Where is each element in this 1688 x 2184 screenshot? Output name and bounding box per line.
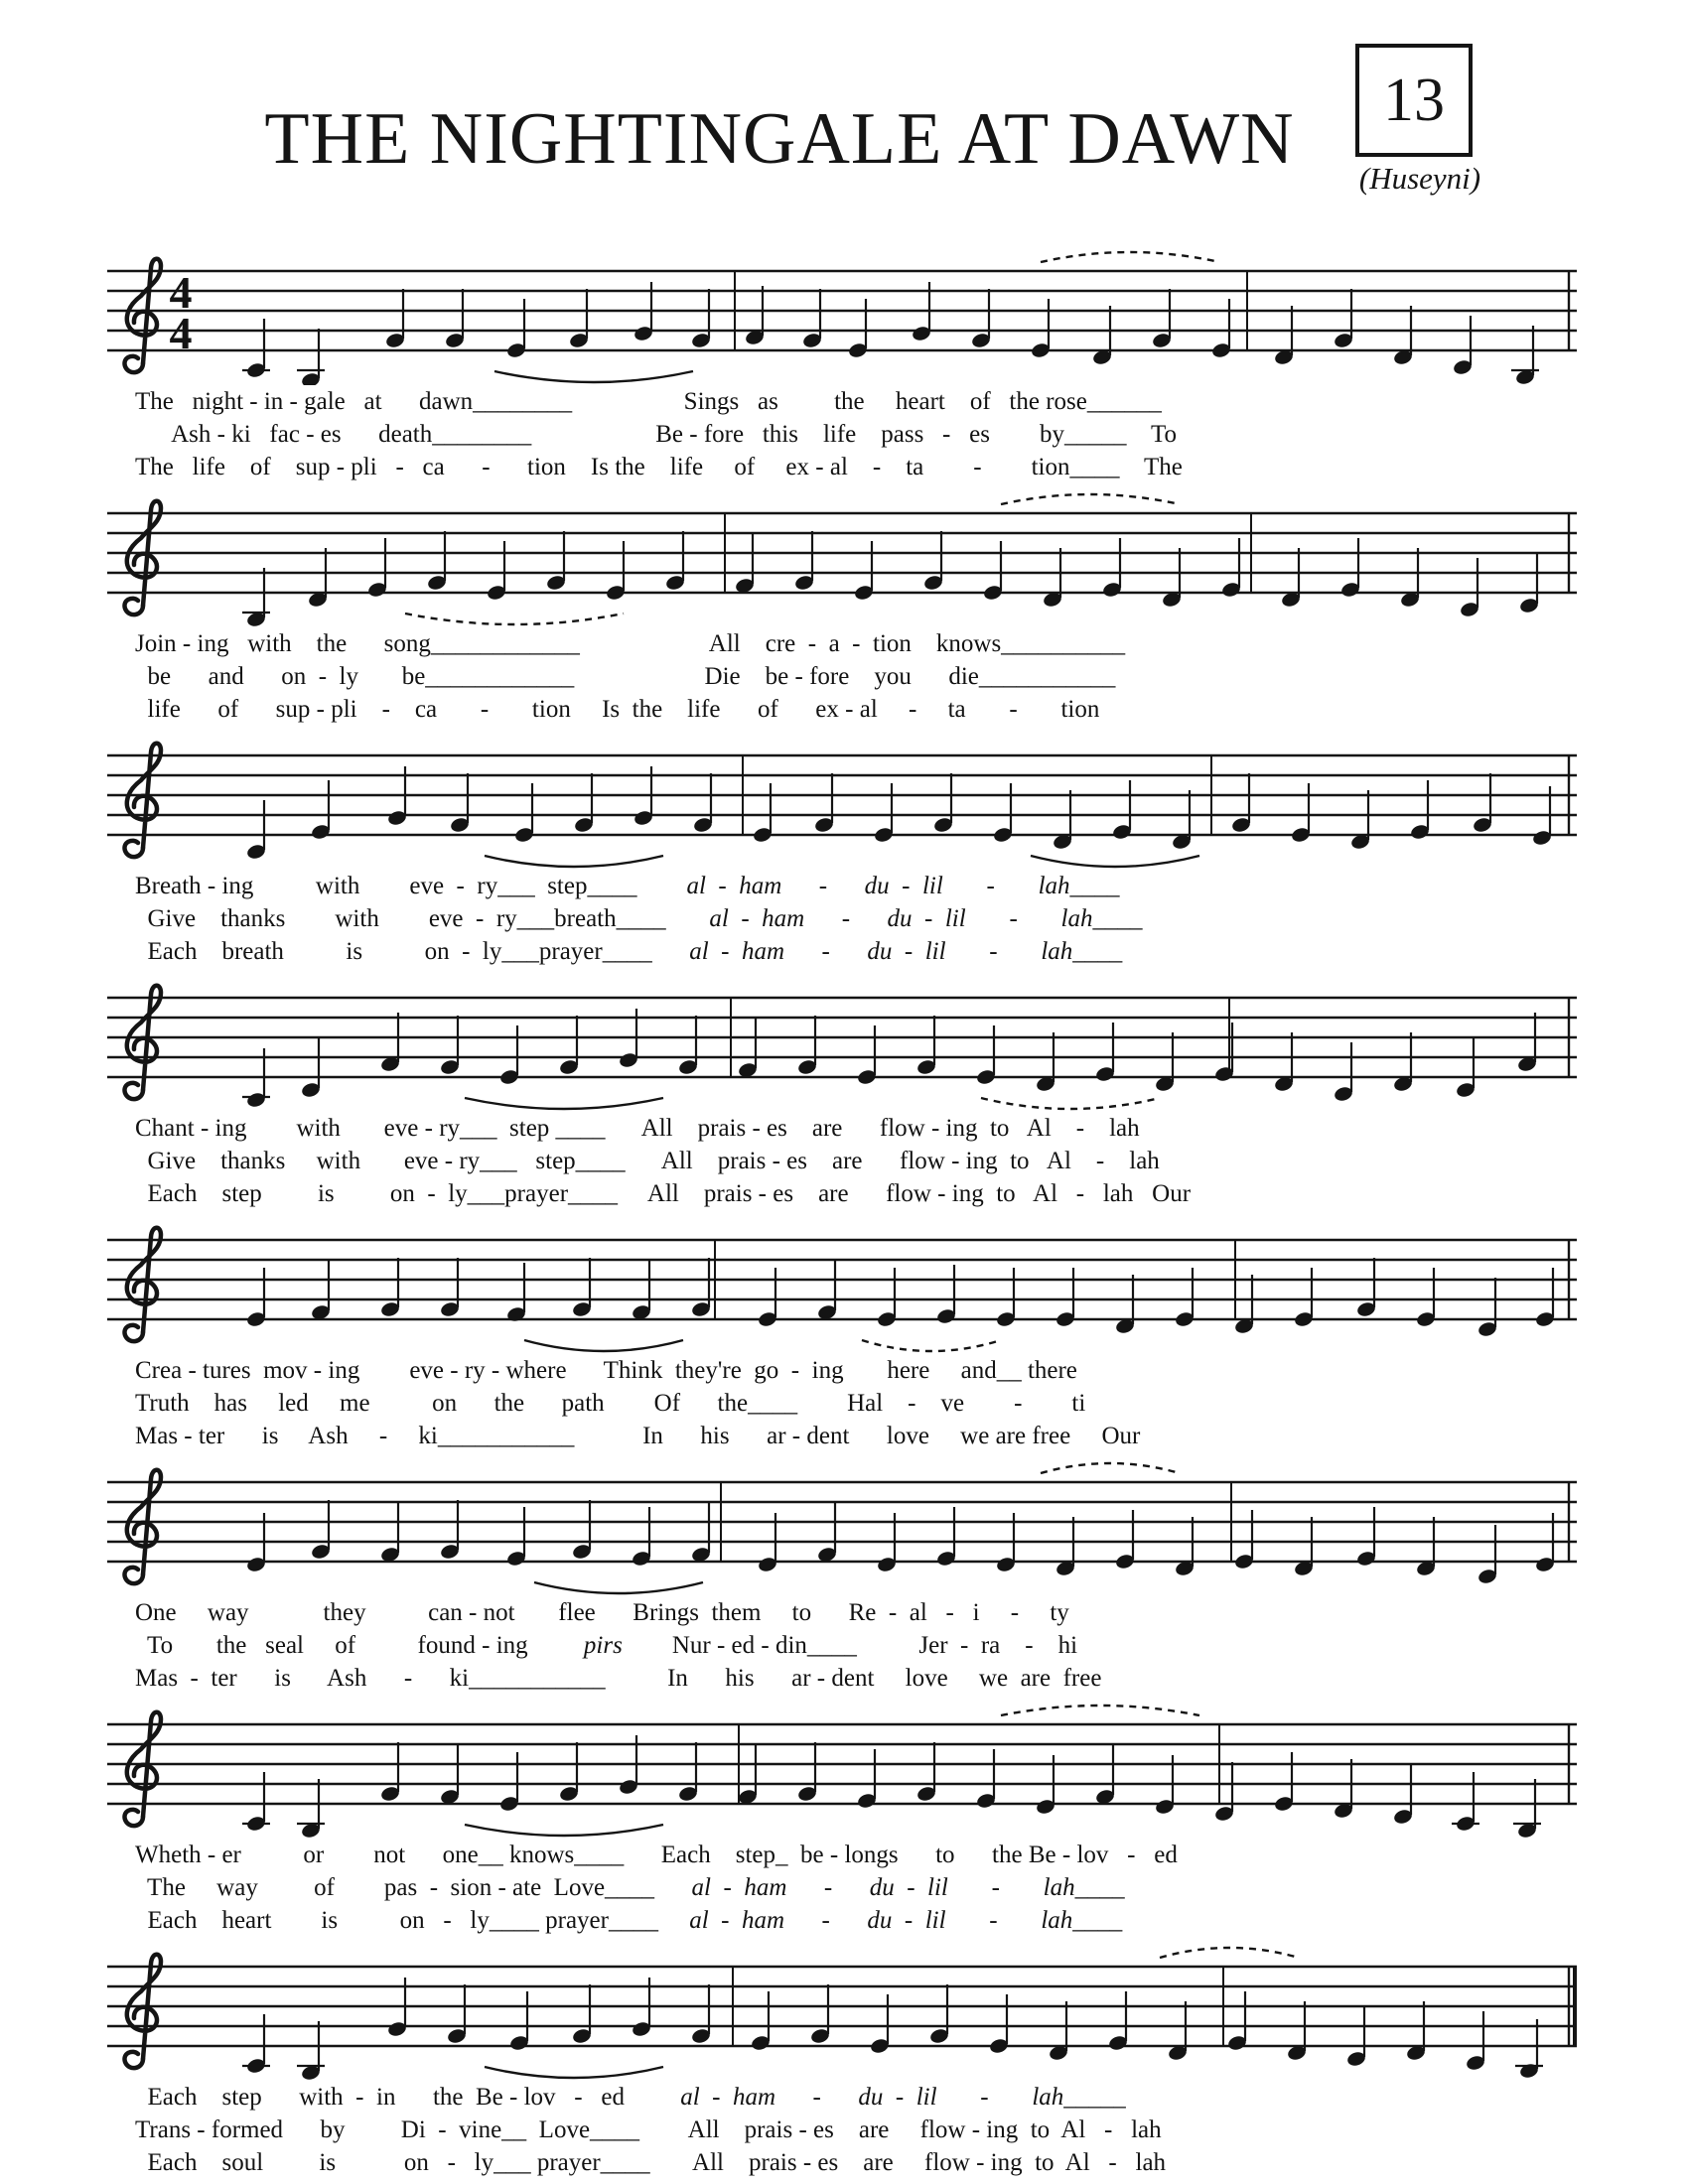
- note-icon: [379, 1013, 400, 1073]
- note-icon: [1477, 1525, 1497, 1585]
- note-icon: [816, 1503, 837, 1564]
- slur-arc: [485, 2067, 663, 2078]
- note-icon: [1415, 1517, 1436, 1577]
- note-icon: [568, 289, 589, 349]
- slur-arc: [405, 614, 624, 624]
- note-icon: [1174, 1517, 1195, 1577]
- lyric-line: [107, 1629, 1581, 1662]
- lyric-line: [107, 1420, 1581, 1452]
- note-icon: [505, 299, 526, 359]
- lyric-line: [107, 385, 1581, 418]
- lyric-line: [107, 1112, 1581, 1145]
- note-icon: [796, 1742, 817, 1803]
- lyric-line: [107, 660, 1581, 693]
- note-icon: [1465, 2011, 1485, 2072]
- note-icon: [1333, 289, 1353, 349]
- note-icon: [366, 538, 387, 599]
- note-icon: [242, 2014, 270, 2075]
- final-barline: [1573, 1967, 1577, 2046]
- time-signature-top: 4: [169, 267, 193, 318]
- note-icon: [1355, 1258, 1376, 1318]
- note-icon: [757, 1268, 777, 1328]
- note-icon: [982, 541, 1003, 602]
- note-icon: [869, 1994, 890, 2055]
- lyric-segment: Mas - ter is Ash - ki___________ In his ar - dent love we are free Our: [135, 1423, 1141, 1449]
- note-icon: [439, 1016, 460, 1076]
- note-icon: [384, 289, 405, 349]
- lyric-line: [107, 1387, 1581, 1420]
- lyric-segment-italic: al - ham - du - lil - lah____: [686, 873, 1120, 899]
- lyric-segment-italic: al - ham - du - lil - lah____: [709, 905, 1143, 932]
- note-icon: [1409, 780, 1430, 841]
- staff-svg: [107, 488, 1577, 627]
- note-icon: [631, 1507, 651, 1568]
- note-icon: [664, 531, 685, 592]
- lyric-line: [107, 870, 1581, 902]
- lyric-segment: Breath - ing with eve - ry___ step____: [135, 873, 687, 899]
- note-icon: [856, 1025, 877, 1086]
- note-icon: [513, 783, 534, 844]
- note-icon: [310, 780, 331, 841]
- lyric-segment: One way they can - not flee Brings them to Re - al - i - ty: [135, 1599, 1069, 1626]
- staff-svg: [107, 973, 1577, 1112]
- note-icon: [935, 1265, 956, 1325]
- note-icon: [1516, 1013, 1537, 1073]
- note-icon: [1392, 306, 1413, 366]
- note-icon: [379, 1258, 400, 1318]
- note-icon: [1091, 306, 1112, 366]
- note-icon: [744, 286, 765, 346]
- note-icon: [1094, 1745, 1115, 1806]
- lyric-line: [107, 2081, 1581, 2114]
- note-icon: [1293, 1268, 1314, 1328]
- lyric-line: [107, 2146, 1581, 2179]
- note-icon: [446, 1984, 467, 2045]
- note-icon: [439, 1745, 460, 1806]
- lyric-segment: Ash - ki fac - es death________ Be - fore this life pass - es by_____ To: [135, 421, 1178, 448]
- note-icon: [379, 1503, 400, 1564]
- note-icon: [928, 1984, 949, 2045]
- staff-system: [107, 246, 1581, 488]
- note-icon: [915, 1016, 936, 1076]
- note-icon: [1042, 548, 1062, 609]
- staff-svg: [107, 1700, 1577, 1839]
- note-icon: [853, 541, 874, 602]
- note-icon: [1052, 790, 1072, 851]
- note-icon: [545, 531, 566, 592]
- note-icon: [242, 1772, 270, 1833]
- note-icon: [1286, 2001, 1307, 2062]
- note-icon: [1226, 1991, 1247, 2052]
- note-icon: [1459, 558, 1479, 618]
- staff-svg: [107, 1215, 1577, 1354]
- note-icon: [847, 299, 868, 359]
- treble-clef-icon: [124, 259, 161, 372]
- note-icon: [813, 773, 834, 834]
- note-icon: [310, 1261, 331, 1321]
- lyric-segment: Each heart is on - ly____ prayer____: [135, 1907, 690, 1934]
- note-icon: [558, 1016, 579, 1076]
- lyric-segment-italic: al - ham - du - lil - lah____: [689, 1907, 1123, 1934]
- note-icon: [1273, 306, 1294, 366]
- note-icon: [1455, 1038, 1476, 1099]
- note-icon: [558, 1742, 579, 1803]
- lyric-segment: The life of sup - pli - ca - tion Is the life of ex - al - ta - tion____ The: [135, 454, 1183, 480]
- slur-arc: [1001, 494, 1180, 504]
- lyric-segment: The way of pas - sion - ate Love____: [135, 1874, 692, 1901]
- lyric-segment-italic: al - ham - du - lil - lah____: [691, 1874, 1125, 1901]
- note-icon: [1515, 2019, 1543, 2080]
- note-icon: [873, 783, 894, 844]
- slur-arc: [1001, 1706, 1199, 1715]
- note-icon: [439, 1258, 460, 1318]
- note-icon: [677, 1016, 698, 1076]
- lyric-segment: Each breath is on - ly___prayer____: [135, 938, 690, 965]
- note-icon: [1230, 773, 1251, 834]
- note-icon: [1114, 1275, 1135, 1335]
- note-icon: [932, 773, 953, 834]
- lyric-line: [107, 451, 1581, 483]
- note-icon: [1174, 1268, 1195, 1328]
- staff-svg: [107, 1457, 1577, 1596]
- note-icon: [1048, 2001, 1068, 2062]
- lyric-line: [107, 1662, 1581, 1695]
- note-icon: [1114, 1510, 1135, 1570]
- slur-arc: [981, 1098, 1160, 1109]
- note-icon: [1151, 289, 1172, 349]
- lyric-line: [107, 1904, 1581, 1937]
- lyric-segment: Crea - tures mov - ing eve - ry - where Think they're go - ing here and__ there: [135, 1357, 1077, 1384]
- slur-arc: [485, 856, 663, 867]
- slur-arc: [1041, 1463, 1180, 1473]
- note-icon: [505, 1507, 526, 1568]
- lyric-line: [107, 1839, 1581, 1871]
- note-icon: [571, 1258, 592, 1318]
- note-icon: [1111, 780, 1132, 841]
- note-icon: [737, 1019, 758, 1079]
- lyric-segment: To the seal of found - ing: [135, 1632, 584, 1659]
- note-icon: [307, 548, 328, 609]
- lyric-line: [107, 627, 1581, 660]
- note-icon: [988, 1994, 1009, 2055]
- slur-arc: [534, 1582, 703, 1593]
- note-icon: [1161, 548, 1182, 609]
- note-icon: [379, 1742, 400, 1803]
- note-icon: [922, 531, 943, 592]
- slur-arc: [524, 1340, 683, 1351]
- lyric-segment-italic: pirs: [583, 1632, 623, 1659]
- note-icon: [1345, 2007, 1366, 2068]
- lyric-segment: life of sup - pli - ca - tion Is the life of ex - al - ta - tion: [135, 696, 1100, 723]
- note-icon: [690, 289, 711, 349]
- lyric-line: [107, 1871, 1581, 1904]
- slur-arc: [1160, 1948, 1299, 1958]
- note-icon: [242, 568, 270, 627]
- note-icon: [1452, 316, 1473, 376]
- note-icon: [992, 783, 1013, 844]
- lyric-line: [107, 902, 1581, 935]
- note-icon: [1220, 538, 1241, 599]
- treble-clef-icon: [124, 1228, 161, 1341]
- note-icon: [245, 800, 266, 861]
- note-icon: [297, 329, 325, 385]
- lyric-segment-italic: al - ham - du - lil - lah_____: [680, 2084, 1126, 2111]
- lyric-segment-italic: al - ham - du - lil - lah____: [689, 938, 1123, 965]
- note-icon: [1290, 783, 1311, 844]
- note-icon: [486, 541, 506, 602]
- staff-svg: [107, 731, 1577, 870]
- note-icon: [1030, 299, 1051, 359]
- note-icon: [734, 534, 755, 595]
- note-icon: [1333, 1042, 1353, 1103]
- note-icon: [505, 1263, 526, 1323]
- note-icon: [1213, 1762, 1234, 1823]
- note-icon: [1210, 299, 1231, 359]
- note-icon: [1399, 548, 1420, 609]
- slur-arc: [465, 1098, 663, 1109]
- lyric-segment: Chant - ing with eve - ry___ step ____ All prais - es are flow - ing to Al - lah: [135, 1115, 1140, 1142]
- note-icon: [995, 1268, 1016, 1328]
- note-icon: [444, 289, 465, 349]
- note-icon: [692, 773, 713, 834]
- note-icon: [245, 1268, 266, 1328]
- note-icon: [690, 1984, 711, 2045]
- note-icon: [1107, 1991, 1128, 2052]
- slur-arc: [862, 1340, 1001, 1351]
- note-icon: [801, 289, 822, 349]
- note-icon: [1405, 2001, 1426, 2062]
- note-icon: [242, 319, 270, 379]
- treble-clef-icon: [124, 1712, 161, 1826]
- note-icon: [752, 783, 773, 844]
- note-icon: [571, 1500, 592, 1561]
- staff-system: [107, 1700, 1581, 1942]
- lyric-segment: Nur - ed - din____ Jer - ra - hi: [622, 1632, 1078, 1659]
- note-icon: [816, 1261, 837, 1321]
- song-number: 13: [1383, 66, 1445, 134]
- note-icon: [1349, 790, 1370, 851]
- staff-system: [107, 1457, 1581, 1700]
- slur-arc: [1031, 856, 1199, 867]
- note-icon: [1472, 773, 1492, 834]
- note-icon: [793, 531, 814, 592]
- note-icon: [1167, 2001, 1188, 2062]
- lyric-line: [107, 418, 1581, 451]
- note-icon: [975, 1025, 996, 1086]
- note-icon: [1154, 1032, 1175, 1093]
- note-icon: [297, 1779, 325, 1839]
- treble-clef-icon: [124, 986, 161, 1099]
- note-icon: [498, 1752, 519, 1813]
- note-icon: [439, 1500, 460, 1561]
- note-icon: [856, 1749, 877, 1810]
- time-signature-bottom: 4: [169, 308, 193, 358]
- lyric-line: [107, 1145, 1581, 1177]
- lyric-line: [107, 1354, 1581, 1387]
- note-icon: [876, 1268, 897, 1328]
- song-number-box: [1355, 44, 1473, 157]
- note-icon: [1293, 1517, 1314, 1577]
- lyric-line: [107, 693, 1581, 726]
- score: [107, 246, 1581, 2184]
- note-icon: [605, 541, 626, 602]
- staff-system: [107, 973, 1581, 1215]
- lyric-segment: Trans - formed by Di - vine__ Love____ All prais - es are flow - ing to Al - lah: [135, 2116, 1162, 2143]
- slur-arc: [494, 371, 693, 382]
- lyric-segment: Wheth - er or not one__ knows____ Each step_ be - longs to the Be - lov - ed: [135, 1842, 1178, 1868]
- note-icon: [1477, 1278, 1497, 1338]
- note-icon: [1452, 1772, 1479, 1833]
- note-icon: [1513, 1779, 1541, 1839]
- lyric-line: [107, 1596, 1581, 1629]
- page-title: THE NIGHTINGALE AT DAWN: [264, 98, 1295, 180]
- slur-arc: [1041, 252, 1219, 262]
- note-icon: [1055, 1517, 1075, 1577]
- note-icon: [975, 1749, 996, 1810]
- staff-system: [107, 731, 1581, 973]
- treble-clef-icon: [124, 1955, 161, 2068]
- note-icon: [1355, 1507, 1376, 1568]
- staff-system: [107, 1942, 1581, 2184]
- note-icon: [1339, 538, 1360, 599]
- note-icon: [1055, 1268, 1075, 1328]
- note-icon: [449, 773, 470, 834]
- note-icon: [1035, 1032, 1055, 1093]
- note-icon: [1392, 1765, 1413, 1826]
- note-icon: [1273, 1752, 1294, 1813]
- slur-arc: [465, 1825, 663, 1836]
- note-icon: [573, 773, 594, 834]
- note-icon: [1094, 1023, 1115, 1083]
- note-icon: [809, 1984, 830, 2045]
- note-icon: [1333, 1759, 1353, 1820]
- treble-clef-icon: [124, 501, 161, 614]
- note-icon: [1233, 1510, 1254, 1570]
- lyric-segment: Give thanks with eve - ry___breath____: [135, 905, 710, 932]
- note-icon: [1518, 554, 1539, 614]
- note-icon: [677, 1742, 698, 1803]
- lyric-segment: be and on - ly be____________ Die be - fore you die___________: [135, 663, 1116, 690]
- lyric-segment: Mas - ter is Ash - ki___________ In his ar - dent love we are free: [135, 1665, 1102, 1692]
- lyric-segment: Join - ing with the song____________ All cre - a - tion knows__________: [135, 630, 1126, 657]
- note-icon: [1213, 1023, 1234, 1083]
- note-icon: [1280, 548, 1301, 609]
- note-icon: [310, 1500, 331, 1561]
- makam-subtitle: (Huseyni): [1358, 161, 1481, 196]
- treble-clef-icon: [124, 1470, 161, 1583]
- note-icon: [915, 1742, 936, 1803]
- note-icon: [1534, 1268, 1555, 1328]
- note-icon: [690, 1503, 711, 1564]
- note-icon: [970, 289, 991, 349]
- note-icon: [1511, 326, 1539, 385]
- treble-clef-icon: [124, 744, 161, 857]
- note-icon: [508, 1991, 529, 2052]
- staff-system: [107, 1215, 1581, 1457]
- note-icon: [297, 2021, 325, 2081]
- note-icon: [935, 1507, 956, 1568]
- lyric-segment: The night - in - gale at dawn________ Sings as the heart of the rose______: [135, 388, 1162, 415]
- note-icon: [1415, 1268, 1436, 1328]
- note-icon: [498, 1025, 519, 1086]
- note-icon: [750, 1991, 771, 2052]
- lyric-segment: Each step with - in the Be - lov - ed: [135, 2084, 681, 2111]
- note-icon: [571, 1984, 592, 2045]
- note-icon: [737, 1745, 758, 1806]
- lyric-segment: Each step is on - ly___prayer____ All prais - es are flow - ing to Al - lah Our: [135, 1180, 1192, 1207]
- lyric-segment: Give thanks with eve - ry___ step____ All prais - es are flow - ing to Al - lah: [135, 1148, 1160, 1174]
- note-icon: [1392, 1032, 1413, 1093]
- lyric-line: [107, 935, 1581, 968]
- note-icon: [426, 531, 447, 592]
- note-icon: [1273, 1032, 1294, 1093]
- staff-system: [107, 488, 1581, 731]
- lyric-segment: Truth has led me on the path Of the____ Hal - ve - ti: [135, 1390, 1086, 1417]
- note-icon: [796, 1016, 817, 1076]
- note-icon: [1233, 1275, 1254, 1335]
- lyric-line: [107, 1177, 1581, 1210]
- note-icon: [1171, 790, 1192, 851]
- note-icon: [690, 1258, 711, 1318]
- note-icon: [1101, 538, 1122, 599]
- staff-svg: [107, 1942, 1577, 2081]
- note-icon: [300, 1038, 321, 1099]
- note-icon: [631, 1261, 651, 1321]
- lyric-line: [107, 2114, 1581, 2146]
- staff-svg: [107, 246, 1577, 385]
- lyric-segment: Each soul is on - ly___ prayer____ All prais - es are flow - ing to Al - lah: [135, 2149, 1167, 2176]
